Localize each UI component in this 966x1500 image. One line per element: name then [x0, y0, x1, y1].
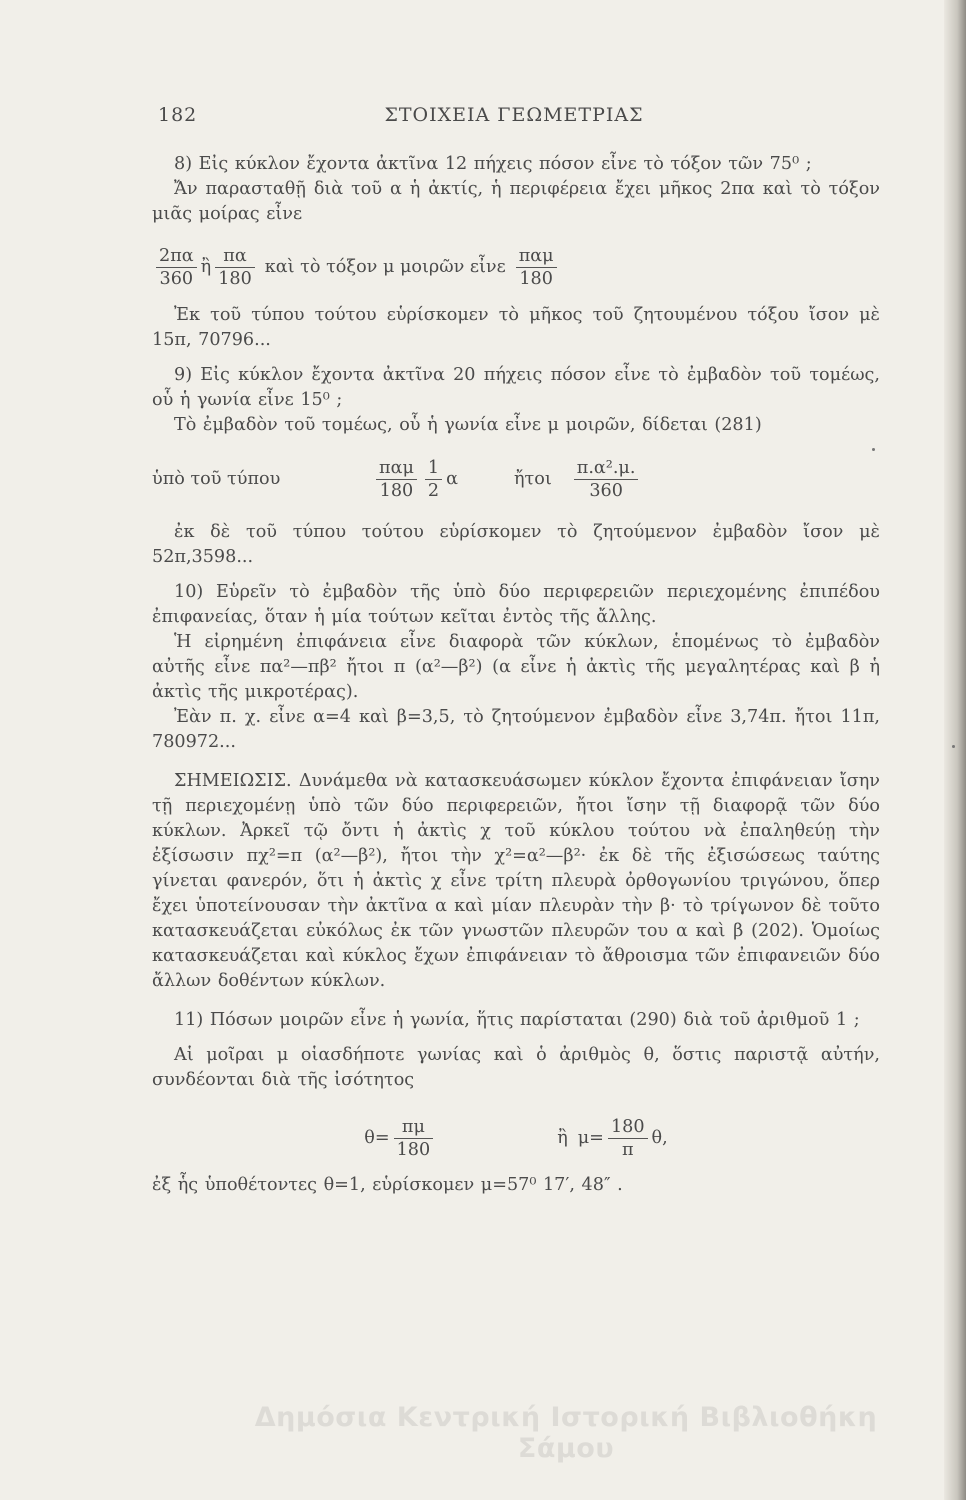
paper-speck	[952, 745, 955, 748]
page-body	[152, 152, 880, 1198]
running-title: ΣΤΟΙΧΕΙΑ ΓΕΩΜΕΤΡΙΑΣ	[384, 104, 644, 126]
page-edge-shadow	[944, 0, 966, 1500]
problem-11-question: 11) Πόσων μοιρῶν εἶνε ἡ γωνία, ἥτις παρίσταται (290) διὰ τοῦ ἀριθμοῦ 1 ;	[174, 1010, 860, 1030]
problem-9-text: Τὸ ἐμβαδὸν τοῦ τομέως, οὗ ἡ γωνία εἶνε μ μοιρῶν, δίδεται (281)	[174, 415, 762, 435]
problem-11-result: ἐξ ἧς ὑποθέτοντες θ=1, εὑρίσκομεν μ=57⁰ 17′, 48″ .	[152, 1175, 623, 1195]
problem-11-text: Αἱ μοῖραι μ οἱασδήποτε γωνίας καὶ ὁ ἀριθμὸς θ, ὅστις παριστᾷ αὐτήν, συνδέονται διὰ τῆς ἰσότητος	[152, 1045, 880, 1090]
problem-8-formula: $\frac{2\pi\alpha}{360}$ ἢ $\frac{\pi\alpha}{180}$ καὶ τὸ τόξον μ μοιρῶν εἶνε $\frac{\text{παμ}}{180}$	[152, 235, 880, 299]
fraction: $\frac{\text{παμ}}{180}$	[516, 245, 557, 290]
problem-8-text: Ἄν παρασταθῇ διὰ τοῦ α ἡ ἀκτίς, ἡ περιφέρεια ἔχει μῆκος 2πα καὶ τὸ τόξον μιᾶς μοίρας εἶνε	[152, 179, 880, 224]
library-watermark: Δημόσια Κεντρική Ιστορική Βιβλιοθήκη Σάμου	[254, 1402, 878, 1464]
fraction: $\frac{\pi\mu}{180}$	[394, 1116, 434, 1161]
problem-9-formula: ὑπὸ τοῦ τύπου $\frac{\text{παμ}}{180}$ $\frac{1}{2}$ α ἤτοι $\frac{\text{π.α².μ.}}{360}$	[152, 446, 880, 512]
fraction: $\frac{\text{π.α².μ.}}{360}$	[574, 457, 639, 502]
note-label: ΣΗΜΕΙΩΣΙΣ.	[174, 771, 292, 791]
problem-9-question: 9) Εἰς κύκλον ἔχοντα ἀκτῖνα 20 πήχεις πόσον εἶνε τὸ ἐμβαδὸν τοῦ τομέως, οὗ ἡ γωνία εἶνε 15⁰ ;	[152, 365, 880, 410]
problem-10-example: Ἐὰν π. χ. εἶνε α=4 καὶ β=3,5, τὸ ζητούμενον ἐμβαδὸν εἶνε 3,74π. ἤτοι 11π, 780972...	[152, 707, 880, 752]
fraction: $\frac{1}{2}$	[425, 457, 442, 502]
problem-9-result: ἐκ δὲ τοῦ τύπου τούτου εὑρίσκομεν τὸ ζητούμενον ἐμβαδὸν ἴσον μὲ 52π,3598...	[152, 522, 880, 567]
note-text: Δυνάμεθα νὰ κατασκευάσωμεν κύκλον ἔχοντα ἐπιφάνειαν ἴσην τῇ περιεχομένῃ ὑπὸ τῶν δύο περιφερειῶν, ἤτοι ἴσην τῇ διαφορᾷ τῶν δύο κύκλων. Ἀρκεῖ τῷ ὄντι ἡ ἀκτὶς χ τοῦ κύκλου τούτου νὰ ἐπαληθεύῃ τὴν ἐξίσωσιν πχ²=π (α²—β²), ἤτοι τὴν χ²=α²—β²· ἐκ δὲ τῆς ἐξισώσεως ταύτης γίνεται φανερόν, ὅτι ἡ ἀκτὶς χ εἶνε τρίτη πλευρὰ ὀρθογωνίου τριγώνου, ὅπερ ἔχει ὑποτείνουσαν τὴν ἀκτῖνα α καὶ μίαν πλευρὰν τὴν β· τὸ τρίγωνον δὲ τοῦτο κατασκευάζεται εὐκόλως ἐκ τῶν γνωστῶν πλευρῶν του α καὶ β (202). Ὁμοίως κατασκευάζεται καὶ κύκλος ἔχων ἐπιφάνειαν τὸ ἄθροισμα τῶν ἐπιφανειῶν δύο ἄλλων δοθέντων κύκλων.	[152, 771, 880, 991]
problem-10-text: Ἡ εἰρημένη ἐπιφάνεια εἶνε διαφορὰ τῶν κύκλων, ἑπομένως τὸ ἐμβαδὸν αὐτῆς εἶνε πα²—πβ² ἤτοι π (α²—β²) (α εἶνε ἡ ἀκτὶς τῆς μεγαλητέρας καὶ β ἡ ἀκτὶς τῆς μικροτέρας).	[152, 632, 880, 702]
fraction: $\frac{\text{παμ}}{180}$	[376, 457, 417, 502]
problem-10-question: 10) Εὑρεῖν τὸ ἐμβαδὸν τῆς ὑπὸ δύο περιφερειῶν περιεχομένης ἐπιπέδου ἐπιφανείας, ὅταν ἡ μία τούτων κεῖται ἐντὸς τῆς ἄλλης.	[152, 582, 880, 627]
note-paragraph	[152, 769, 880, 994]
fraction: $\frac{\pi\alpha}{180}$	[215, 245, 255, 290]
page-header	[152, 104, 876, 134]
paper-speck	[872, 448, 875, 451]
fraction: $\frac{2\pi\alpha}{360}$	[156, 245, 197, 290]
problem-11-formula: θ= $\frac{\pi\mu}{180}$ ἢ μ= $\frac{180}{\pi}$ θ,	[364, 1116, 668, 1160]
fraction: $\frac{180}{\pi}$	[608, 1116, 648, 1161]
problem-8-result: Ἐκ τοῦ τύπου τούτου εὑρίσκομεν τὸ μῆκος τοῦ ζητουμένου τόξου ἴσον μὲ 15π, 70796...	[152, 305, 880, 350]
page-number: 182	[158, 104, 198, 126]
problem-8-question: 8) Εἰς κύκλον ἔχοντα ἀκτῖνα 12 πήχεις πόσον εἶνε τὸ τόξον τῶν 75⁰ ;	[174, 154, 812, 174]
